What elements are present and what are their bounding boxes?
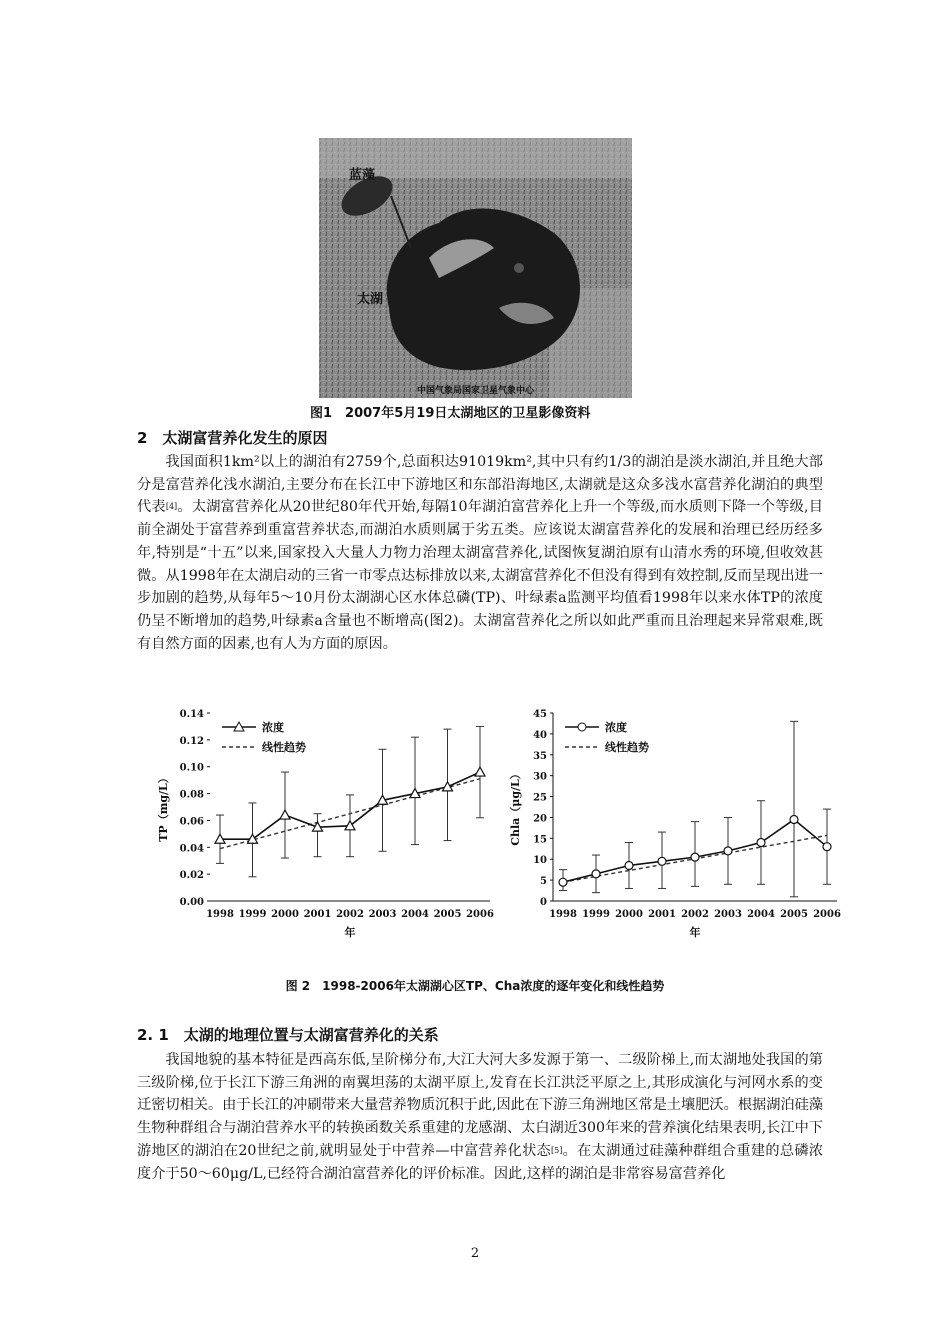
citation-5: [5] [551, 1145, 563, 1155]
y-tick-label: 0.06 [179, 816, 204, 828]
data-point-circle [592, 870, 600, 878]
y-axis-label: TP（mg/L） [157, 772, 170, 842]
x-tick-label: 2005 [780, 909, 808, 920]
x-tick-label: 2001 [648, 909, 676, 920]
citation-4: [4] [165, 502, 178, 512]
data-point-circle [790, 816, 798, 824]
legend-label-concentration: 浓度 [605, 721, 627, 734]
x-tick-label: 2006 [813, 909, 841, 920]
x-tick-label: 2000 [271, 909, 299, 920]
satellite-image [319, 138, 632, 398]
y-tick-label: 40 [533, 729, 547, 741]
y-tick-label: 0.10 [179, 762, 204, 774]
section2-text-a: 我国面积1km²以上的湖泊有2759个,总面积达91019km²,其中只有约1/3的湖泊是淡水湖泊,并且绝大部分是富营养化浅水湖泊,主要分布在长江中下游地区和东部沿海地区,太湖就是这众多浅水富营养化湖泊的典型代表 [137, 454, 823, 516]
legend-label-trend: 线性趋势 [262, 741, 306, 754]
y-tick-label: 0 [540, 897, 547, 908]
data-point-triangle [475, 767, 485, 776]
y-tick-label: 20 [533, 813, 547, 825]
x-tick-label: 1998 [206, 909, 234, 920]
algae-label: 蓝藻 [349, 168, 376, 183]
legend-label-trend: 线性趋势 [605, 741, 649, 754]
y-tick-label: 30 [533, 771, 547, 783]
section2-text-b: 。太湖富营养化从20世纪80年代开始,每隔10年湖泊富营养化上升一个等级,而水质则下降一个等级,目前全湖处于富营养到重富营养状态,而湖泊水质则属于劣五类。应该说太湖富营养化的发展和治理已经历经多年,特别是“十五”以来,国家投入大量人力物力治理太湖富营养化,试图恢复湖泊原有山清水秀的环境,但收效甚微。从1998年在太湖启动的三省一市零点达标排放以来,太湖富营养化不但没有得到有效控制,反而呈现出进一步加剧的趋势,从每年5～10月份太湖湖心区水体总磷(TP)、叶绿素a监测平均值看1998年以来水体TP的浓度仍呈不断增加的趋势,叶绿素a含量也不断增高(图2)。太湖富营养化之所以如此严重而且治理起来异常艰难,既有自然方面的因素,也有人为方面的原因。 [137, 499, 823, 652]
x-tick-label: 1998 [549, 909, 577, 920]
figure1-caption: 图1 2007年5月19日太湖地区的卫星影像资料 [310, 406, 591, 421]
lake-label: 太湖 [357, 292, 384, 307]
data-point-circle [625, 861, 633, 869]
x-tick-label: 2005 [433, 909, 462, 920]
x-axis-label: 年 [689, 926, 701, 939]
y-tick-label: 0.04 [179, 843, 204, 855]
x-tick-label: 2002 [681, 909, 709, 920]
data-point-circle [559, 878, 567, 886]
data-point-circle [757, 839, 765, 847]
x-tick-label: 2006 [466, 909, 494, 920]
section21-text-b: 。在太湖通过硅藻种群组合重建的总磷浓度介于50～60μg/L,已经符合湖泊富营养化的评价标准。因此,这样的湖泊是非常容易富营养化 [137, 1142, 823, 1182]
y-tick-label: 5 [540, 876, 547, 888]
section2-heading: 2 太湖富营养化发生的原因 [137, 429, 328, 447]
y-tick-label: 10 [533, 855, 547, 867]
data-point-triangle [280, 810, 290, 819]
y-tick-label: 0.00 [179, 897, 204, 908]
figure2-caption: 图 2 1998-2006年太湖湖心区TP、Cha浓度的逐年变化和线性趋势 [285, 979, 665, 993]
x-tick-label: 2003 [368, 909, 397, 920]
data-point-circle [691, 853, 699, 861]
y-tick-label: 0.02 [179, 870, 204, 882]
y-tick-label: 45 [533, 709, 547, 720]
x-tick-label: 2003 [714, 909, 742, 920]
section21-text-a: 我国地貌的基本特征是西高东低,呈阶梯分布,大江大河大多发源于第一、二级阶梯上,而太湖地处我国的第三级阶梯,位于长江下游三角洲的南翼坦荡的太湖平原上,发育在长江洪泛平原之上,其形成演化与河网水系的变迁密切相关。由于长江的冲刷带来大量营养物质沉积于此,因此在下游三角洲地区常是土壤肥沃。根据湖泊硅藻生物种群组合与湖泊营养水平的转换函数关系重建的龙感湖、太白湖近300年来的营养演化结果表明,长江中下游地区的湖泊在20世纪之前,就明显处于中营养—中富营养化状态 [137, 1052, 823, 1159]
y-tick-label: 25 [533, 792, 547, 804]
data-point-circle [724, 847, 732, 855]
legend-label-concentration: 浓度 [262, 721, 284, 734]
x-tick-label: 2002 [336, 909, 364, 920]
y-axis-label: Chla（μg/L） [509, 768, 522, 846]
x-tick-label: 1999 [238, 909, 267, 920]
x-tick-label: 1999 [582, 909, 610, 920]
x-tick-label: 2001 [303, 909, 332, 920]
legend-marker [578, 723, 586, 731]
data-point-circle [823, 843, 831, 851]
y-tick-label: 0.14 [179, 709, 204, 720]
tp-chart [155, 705, 495, 945]
x-axis-label: 年 [344, 926, 356, 939]
y-tick-label: 0.12 [179, 735, 204, 747]
x-tick-label: 2004 [747, 909, 775, 920]
section2-paragraph [137, 451, 823, 655]
y-tick-label: 35 [533, 750, 547, 762]
data-point-circle [658, 857, 666, 865]
y-tick-label: 0.08 [179, 789, 204, 801]
page-number: 2 [470, 1246, 480, 1261]
y-tick-label: 15 [533, 834, 547, 846]
chla-chart [505, 705, 845, 945]
section21-paragraph [137, 1049, 823, 1185]
section21-heading: 2. 1 太湖的地理位置与太湖富营养化的关系 [137, 1026, 439, 1044]
image-credit: 中国气象局国家卫星气象中心 [416, 386, 534, 396]
x-tick-label: 2000 [615, 909, 643, 920]
x-tick-label: 2004 [401, 909, 429, 920]
